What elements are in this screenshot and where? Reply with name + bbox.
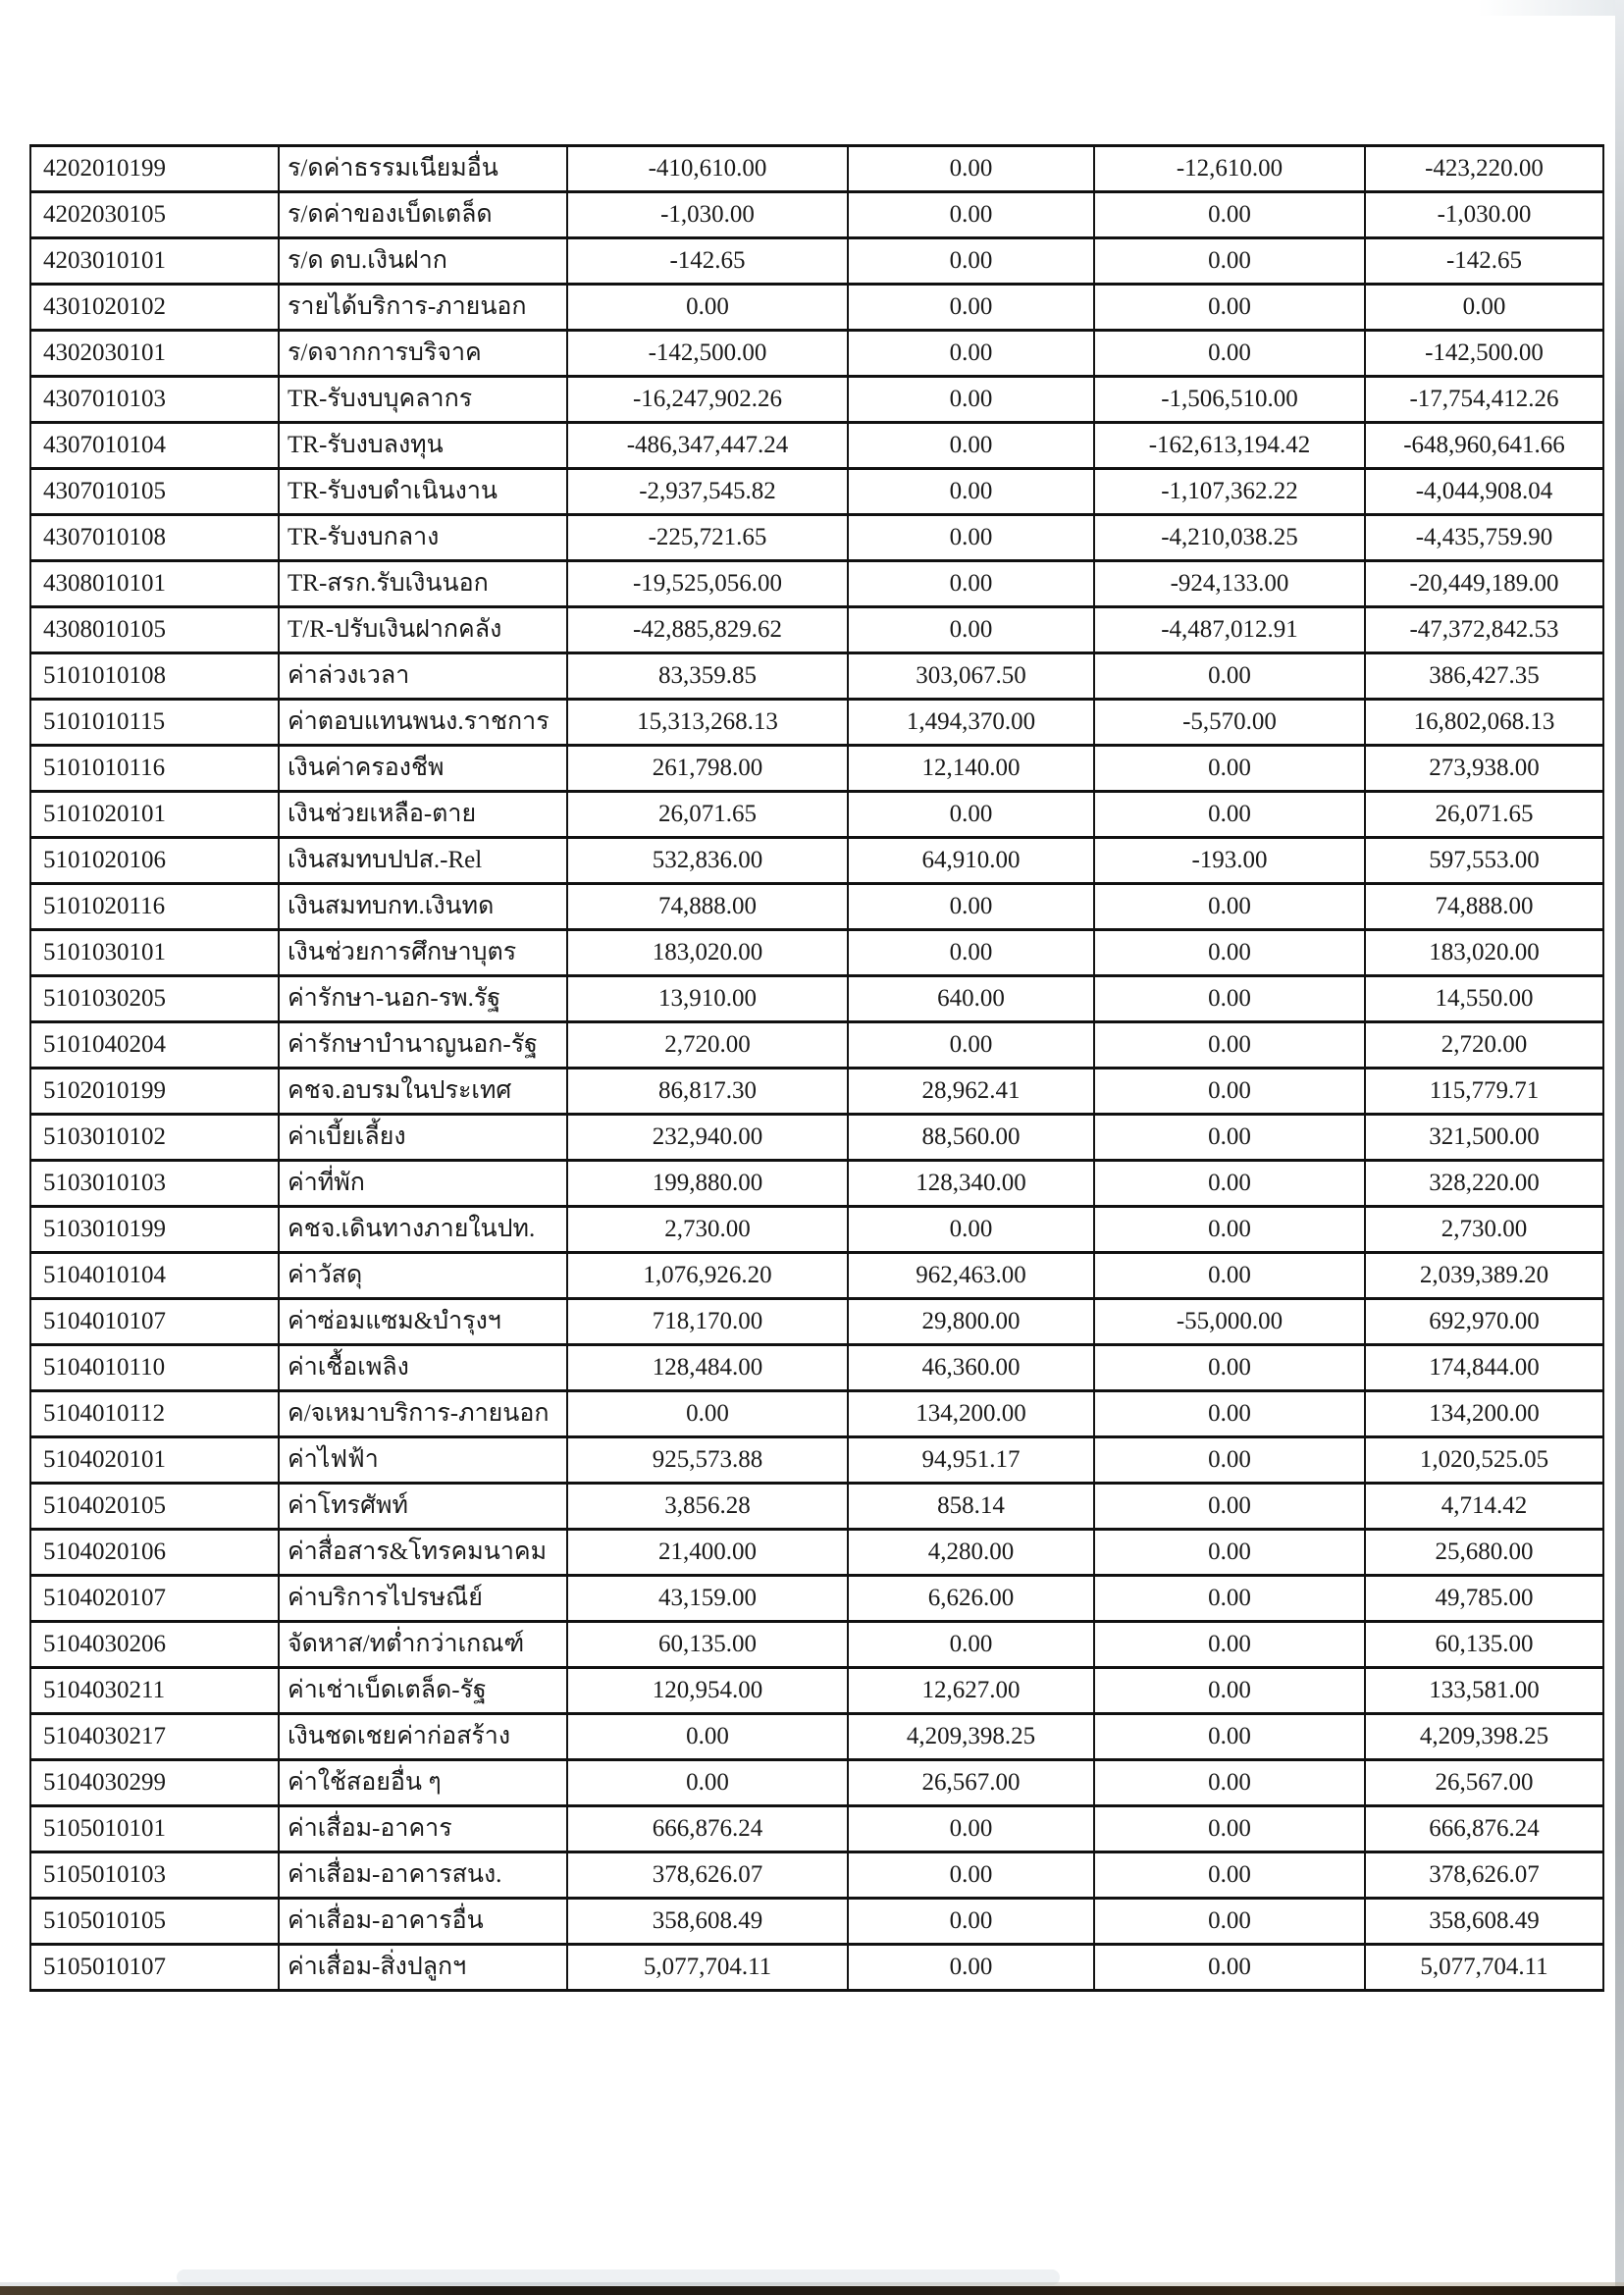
table-row <box>30 1806 1603 1852</box>
amount-total: 134,200.00 <box>1365 1391 1603 1437</box>
amount-col-2: 4,209,398.25 <box>848 1714 1094 1760</box>
account-code: 5104020106 <box>30 1530 279 1576</box>
amount-col-2: 0.00 <box>848 930 1094 976</box>
amount-col-2: 0.00 <box>848 884 1094 930</box>
amount-total: 2,720.00 <box>1365 1022 1603 1069</box>
amount-col-1: 199,880.00 <box>567 1161 848 1207</box>
amount-col-1: 13,910.00 <box>567 976 848 1022</box>
amount-col-2: 0.00 <box>848 423 1094 469</box>
amount-col-3: -162,613,194.42 <box>1094 423 1365 469</box>
amount-total: 321,500.00 <box>1365 1115 1603 1161</box>
account-code: 5104030217 <box>30 1714 279 1760</box>
account-name: ค่าเสื่อม-อาคารอื่น <box>279 1899 567 1945</box>
account-code: 5104030206 <box>30 1622 279 1668</box>
amount-col-2: 134,200.00 <box>848 1391 1094 1437</box>
amount-col-2: 128,340.00 <box>848 1161 1094 1207</box>
account-name: เงินชดเชยค่าก่อสร้าง <box>279 1714 567 1760</box>
scan-artifact-bottom-edge <box>0 2286 1624 2295</box>
amount-col-2: 0.00 <box>848 146 1094 192</box>
amount-col-3: 0.00 <box>1094 1391 1365 1437</box>
account-code: 5101010116 <box>30 746 279 792</box>
account-name: เงินสมทบกท.เงินทด <box>279 884 567 930</box>
account-name: เงินช่วยเหลือ-ตาย <box>279 792 567 838</box>
table-row <box>30 469 1603 515</box>
amount-col-3: 0.00 <box>1094 1760 1365 1806</box>
account-name: ค/จเหมาบริการ-ภายนอก <box>279 1391 567 1437</box>
amount-col-1: 83,359.85 <box>567 653 848 700</box>
account-name: คชจ.อบรมในประเทศ <box>279 1069 567 1115</box>
table-row <box>30 146 1603 192</box>
account-code: 5101020101 <box>30 792 279 838</box>
table-row <box>30 1484 1603 1530</box>
table-row <box>30 1852 1603 1899</box>
amount-total: 25,680.00 <box>1365 1530 1603 1576</box>
amount-col-2: 640.00 <box>848 976 1094 1022</box>
table-row <box>30 1069 1603 1115</box>
amount-total: 74,888.00 <box>1365 884 1603 930</box>
account-name: ค่ารักษา-นอก-รพ.รัฐ <box>279 976 567 1022</box>
amount-col-3: 0.00 <box>1094 1345 1365 1391</box>
account-name: ค่าเบี้ยเลี้ยง <box>279 1115 567 1161</box>
amount-col-2: 29,800.00 <box>848 1299 1094 1345</box>
amount-col-2: 94,951.17 <box>848 1437 1094 1484</box>
amount-total: -423,220.00 <box>1365 146 1603 192</box>
amount-total: 1,020,525.05 <box>1365 1437 1603 1484</box>
amount-col-3: 0.00 <box>1094 1714 1365 1760</box>
amount-col-1: 74,888.00 <box>567 884 848 930</box>
account-code: 5104010112 <box>30 1391 279 1437</box>
amount-col-1: -19,525,056.00 <box>567 561 848 607</box>
account-code: 4308010105 <box>30 607 279 653</box>
account-code: 5104030211 <box>30 1668 279 1714</box>
amount-col-1: -2,937,545.82 <box>567 469 848 515</box>
amount-col-2: 0.00 <box>848 192 1094 238</box>
account-code: 4307010105 <box>30 469 279 515</box>
amount-col-2: 0.00 <box>848 1899 1094 1945</box>
account-name: เงินสมทบปปส.-Rel <box>279 838 567 884</box>
amount-col-3: 0.00 <box>1094 1806 1365 1852</box>
amount-col-2: 0.00 <box>848 1207 1094 1253</box>
amount-col-2: 0.00 <box>848 1022 1094 1069</box>
scan-artifact-right-edge <box>1615 0 1624 2295</box>
amount-col-1: 261,798.00 <box>567 746 848 792</box>
amount-total: 4,714.42 <box>1365 1484 1603 1530</box>
amount-col-3: 0.00 <box>1094 746 1365 792</box>
amount-col-3: 0.00 <box>1094 1899 1365 1945</box>
account-table-body <box>30 146 1603 1991</box>
amount-col-1: 666,876.24 <box>567 1806 848 1852</box>
amount-col-3: -193.00 <box>1094 838 1365 884</box>
table-row <box>30 1437 1603 1484</box>
account-ledger-table <box>29 144 1604 1992</box>
account-name: ค่ารักษาบำนาญนอก-รัฐ <box>279 1022 567 1069</box>
amount-col-2: 0.00 <box>848 238 1094 285</box>
account-code: 4202010199 <box>30 146 279 192</box>
amount-total: -648,960,641.66 <box>1365 423 1603 469</box>
amount-col-3: 0.00 <box>1094 930 1365 976</box>
table-row <box>30 1760 1603 1806</box>
amount-col-1: -142,500.00 <box>567 331 848 377</box>
account-name: รายได้บริการ-ภายนอก <box>279 285 567 331</box>
amount-col-1: -42,885,829.62 <box>567 607 848 653</box>
account-code: 5104010110 <box>30 1345 279 1391</box>
table-row <box>30 746 1603 792</box>
amount-col-1: -16,247,902.26 <box>567 377 848 423</box>
amount-total: 183,020.00 <box>1365 930 1603 976</box>
account-name: ค่าไฟฟ้า <box>279 1437 567 1484</box>
amount-col-1: 21,400.00 <box>567 1530 848 1576</box>
table-row <box>30 700 1603 746</box>
table-row <box>30 838 1603 884</box>
amount-col-3: -4,487,012.91 <box>1094 607 1365 653</box>
amount-col-1: 60,135.00 <box>567 1622 848 1668</box>
amount-col-1: 378,626.07 <box>567 1852 848 1899</box>
amount-col-1: 2,720.00 <box>567 1022 848 1069</box>
amount-col-3: -12,610.00 <box>1094 146 1365 192</box>
amount-col-2: 46,360.00 <box>848 1345 1094 1391</box>
account-code: 4302030101 <box>30 331 279 377</box>
amount-col-3: -1,506,510.00 <box>1094 377 1365 423</box>
amount-total: 26,567.00 <box>1365 1760 1603 1806</box>
table-row <box>30 653 1603 700</box>
amount-total: 4,209,398.25 <box>1365 1714 1603 1760</box>
amount-col-3: 0.00 <box>1094 1115 1365 1161</box>
account-code: 4202030105 <box>30 192 279 238</box>
amount-col-3: 0.00 <box>1094 1622 1365 1668</box>
account-code: 5101030101 <box>30 930 279 976</box>
account-name: T/R-ปรับเงินฝากคลัง <box>279 607 567 653</box>
table-row <box>30 1345 1603 1391</box>
amount-col-3: -924,133.00 <box>1094 561 1365 607</box>
table-row <box>30 1945 1603 1991</box>
amount-col-3: 0.00 <box>1094 1530 1365 1576</box>
table-row <box>30 1391 1603 1437</box>
amount-total: -4,044,908.04 <box>1365 469 1603 515</box>
amount-col-3: 0.00 <box>1094 884 1365 930</box>
amount-total: -47,372,842.53 <box>1365 607 1603 653</box>
account-name: ค่าสื่อสาร&โทรคมนาคม <box>279 1530 567 1576</box>
account-name: คชจ.เดินทางภายในปท. <box>279 1207 567 1253</box>
amount-total: 49,785.00 <box>1365 1576 1603 1622</box>
account-code: 4307010104 <box>30 423 279 469</box>
table-row <box>30 192 1603 238</box>
account-name: ร/ด ดบ.เงินฝาก <box>279 238 567 285</box>
amount-col-3: 0.00 <box>1094 1069 1365 1115</box>
amount-col-2: 858.14 <box>848 1484 1094 1530</box>
table-row <box>30 1161 1603 1207</box>
account-name: เงินช่วยการศึกษาบุตร <box>279 930 567 976</box>
account-name: TR-รับงบลงทุน <box>279 423 567 469</box>
account-name: ค่าซ่อมแซม&บำรุงฯ <box>279 1299 567 1345</box>
table-row <box>30 1299 1603 1345</box>
amount-col-2: 0.00 <box>848 561 1094 607</box>
amount-col-2: 0.00 <box>848 1945 1094 1991</box>
amount-col-1: 26,071.65 <box>567 792 848 838</box>
amount-total: -142.65 <box>1365 238 1603 285</box>
table-row <box>30 1022 1603 1069</box>
amount-total: -142,500.00 <box>1365 331 1603 377</box>
amount-col-3: 0.00 <box>1094 792 1365 838</box>
amount-total: 2,039,389.20 <box>1365 1253 1603 1299</box>
amount-col-1: -225,721.65 <box>567 515 848 561</box>
account-code: 5104010107 <box>30 1299 279 1345</box>
amount-total: 133,581.00 <box>1365 1668 1603 1714</box>
amount-col-1: 532,836.00 <box>567 838 848 884</box>
amount-col-3: 0.00 <box>1094 1668 1365 1714</box>
amount-col-2: 0.00 <box>848 285 1094 331</box>
account-code: 5105010107 <box>30 1945 279 1991</box>
amount-col-2: 88,560.00 <box>848 1115 1094 1161</box>
table-row <box>30 1714 1603 1760</box>
amount-col-1: 0.00 <box>567 1760 848 1806</box>
account-code: 5101020106 <box>30 838 279 884</box>
table-row <box>30 607 1603 653</box>
amount-col-3: 0.00 <box>1094 1945 1365 1991</box>
table-row <box>30 238 1603 285</box>
amount-col-2: 0.00 <box>848 331 1094 377</box>
account-code: 4308010101 <box>30 561 279 607</box>
account-code: 5105010101 <box>30 1806 279 1852</box>
table-row <box>30 561 1603 607</box>
amount-col-1: 718,170.00 <box>567 1299 848 1345</box>
amount-col-1: -486,347,447.24 <box>567 423 848 469</box>
account-code: 5104020107 <box>30 1576 279 1622</box>
amount-col-2: 0.00 <box>848 469 1094 515</box>
amount-col-2: 28,962.41 <box>848 1069 1094 1115</box>
amount-total: 328,220.00 <box>1365 1161 1603 1207</box>
amount-col-2: 303,067.50 <box>848 653 1094 700</box>
amount-col-3: 0.00 <box>1094 1253 1365 1299</box>
table-row <box>30 1576 1603 1622</box>
account-code: 5105010103 <box>30 1852 279 1899</box>
amount-col-3: 0.00 <box>1094 1207 1365 1253</box>
amount-col-2: 26,567.00 <box>848 1760 1094 1806</box>
account-code: 5101040204 <box>30 1022 279 1069</box>
account-name: ร/ดจากการบริจาค <box>279 331 567 377</box>
amount-col-1: 1,076,926.20 <box>567 1253 848 1299</box>
account-name: ค่าเสื่อม-สิ่งปลูกฯ <box>279 1945 567 1991</box>
amount-col-2: 0.00 <box>848 1622 1094 1668</box>
table-row <box>30 285 1603 331</box>
account-name: เงินค่าครองชีพ <box>279 746 567 792</box>
account-code: 5101010115 <box>30 700 279 746</box>
amount-col-1: -1,030.00 <box>567 192 848 238</box>
amount-col-2: 1,494,370.00 <box>848 700 1094 746</box>
amount-col-1: -142.65 <box>567 238 848 285</box>
account-code: 5105010105 <box>30 1899 279 1945</box>
account-code: 4307010103 <box>30 377 279 423</box>
account-name: TR-รับงบกลาง <box>279 515 567 561</box>
amount-col-3: 0.00 <box>1094 192 1365 238</box>
table-row <box>30 1622 1603 1668</box>
amount-total: 378,626.07 <box>1365 1852 1603 1899</box>
table-row <box>30 1207 1603 1253</box>
amount-col-1: 0.00 <box>567 1714 848 1760</box>
table-row <box>30 976 1603 1022</box>
amount-total: 5,077,704.11 <box>1365 1945 1603 1991</box>
account-name: ค่าบริการไปรษณีย์ <box>279 1576 567 1622</box>
amount-col-1: -410,610.00 <box>567 146 848 192</box>
amount-col-2: 0.00 <box>848 1806 1094 1852</box>
amount-col-2: 0.00 <box>848 377 1094 423</box>
amount-total: 273,938.00 <box>1365 746 1603 792</box>
amount-col-1: 925,573.88 <box>567 1437 848 1484</box>
amount-col-3: -5,570.00 <box>1094 700 1365 746</box>
amount-col-2: 0.00 <box>848 515 1094 561</box>
amount-col-1: 0.00 <box>567 285 848 331</box>
amount-col-2: 64,910.00 <box>848 838 1094 884</box>
table-row <box>30 792 1603 838</box>
amount-col-2: 6,626.00 <box>848 1576 1094 1622</box>
amount-col-3: 0.00 <box>1094 1022 1365 1069</box>
amount-total: 174,844.00 <box>1365 1345 1603 1391</box>
amount-total: -17,754,412.26 <box>1365 377 1603 423</box>
amount-col-1: 0.00 <box>567 1391 848 1437</box>
amount-col-1: 358,608.49 <box>567 1899 848 1945</box>
account-code: 5102010199 <box>30 1069 279 1115</box>
table-row <box>30 1115 1603 1161</box>
amount-total: 666,876.24 <box>1365 1806 1603 1852</box>
account-code: 5101020116 <box>30 884 279 930</box>
account-name: ค่าเสื่อม-อาคารสนง. <box>279 1852 567 1899</box>
amount-col-3: -55,000.00 <box>1094 1299 1365 1345</box>
table-row <box>30 1253 1603 1299</box>
account-name: TR-รับงบดำเนินงาน <box>279 469 567 515</box>
amount-col-2: 12,627.00 <box>848 1668 1094 1714</box>
amount-col-1: 43,159.00 <box>567 1576 848 1622</box>
amount-total: 26,071.65 <box>1365 792 1603 838</box>
amount-col-3: 0.00 <box>1094 238 1365 285</box>
account-name: ค่าโทรศัพท์ <box>279 1484 567 1530</box>
amount-col-1: 128,484.00 <box>567 1345 848 1391</box>
account-name: TR-รับงบบุคลากร <box>279 377 567 423</box>
account-name: ค่าเชื้อเพลิง <box>279 1345 567 1391</box>
account-code: 4203010101 <box>30 238 279 285</box>
account-name: TR-สรก.รับเงินนอก <box>279 561 567 607</box>
amount-col-3: 0.00 <box>1094 976 1365 1022</box>
amount-total: 597,553.00 <box>1365 838 1603 884</box>
account-code: 5101030205 <box>30 976 279 1022</box>
amount-total: 115,779.71 <box>1365 1069 1603 1115</box>
table-row <box>30 331 1603 377</box>
account-name: ค่าที่พัก <box>279 1161 567 1207</box>
amount-total: 60,135.00 <box>1365 1622 1603 1668</box>
amount-col-3: 0.00 <box>1094 1484 1365 1530</box>
amount-col-3: -4,210,038.25 <box>1094 515 1365 561</box>
amount-col-2: 962,463.00 <box>848 1253 1094 1299</box>
amount-col-3: 0.00 <box>1094 331 1365 377</box>
amount-col-1: 3,856.28 <box>567 1484 848 1530</box>
table-row <box>30 930 1603 976</box>
account-code: 5103010102 <box>30 1115 279 1161</box>
amount-col-2: 0.00 <box>848 607 1094 653</box>
amount-col-3: 0.00 <box>1094 1161 1365 1207</box>
account-name: ค่าล่วงเวลา <box>279 653 567 700</box>
amount-col-1: 2,730.00 <box>567 1207 848 1253</box>
account-name: ค่าเช่าเบ็ดเตล็ด-รัฐ <box>279 1668 567 1714</box>
amount-col-2: 12,140.00 <box>848 746 1094 792</box>
amount-col-3: 0.00 <box>1094 1437 1365 1484</box>
amount-total: 692,970.00 <box>1365 1299 1603 1345</box>
amount-total: 2,730.00 <box>1365 1207 1603 1253</box>
account-name: ร/ดค่าของเบ็ดเตล็ด <box>279 192 567 238</box>
amount-total: -20,449,189.00 <box>1365 561 1603 607</box>
account-code: 5103010199 <box>30 1207 279 1253</box>
amount-total: 386,427.35 <box>1365 653 1603 700</box>
amount-col-1: 15,313,268.13 <box>567 700 848 746</box>
amount-col-1: 86,817.30 <box>567 1069 848 1115</box>
account-code: 4301020102 <box>30 285 279 331</box>
table-row <box>30 515 1603 561</box>
amount-col-1: 232,940.00 <box>567 1115 848 1161</box>
amount-col-3: 0.00 <box>1094 285 1365 331</box>
table-row <box>30 377 1603 423</box>
amount-col-3: 0.00 <box>1094 1852 1365 1899</box>
amount-total: 16,802,068.13 <box>1365 700 1603 746</box>
amount-col-1: 120,954.00 <box>567 1668 848 1714</box>
amount-total: 14,550.00 <box>1365 976 1603 1022</box>
amount-col-3: 0.00 <box>1094 1576 1365 1622</box>
account-code: 5104010104 <box>30 1253 279 1299</box>
amount-total: -1,030.00 <box>1365 192 1603 238</box>
table-row <box>30 1899 1603 1945</box>
account-name: ค่าใช้สอยอื่น ๆ <box>279 1760 567 1806</box>
table-row <box>30 1530 1603 1576</box>
account-name: ค่าวัสดุ <box>279 1253 567 1299</box>
amount-total: 358,608.49 <box>1365 1899 1603 1945</box>
account-name: ค่าตอบแทนพนง.ราชการ <box>279 700 567 746</box>
account-code: 4307010108 <box>30 515 279 561</box>
amount-col-3: -1,107,362.22 <box>1094 469 1365 515</box>
account-code: 5104020101 <box>30 1437 279 1484</box>
table-row <box>30 1668 1603 1714</box>
amount-col-1: 5,077,704.11 <box>567 1945 848 1991</box>
table-row <box>30 884 1603 930</box>
account-name: จัดหาส/ทต่ำกว่าเกณฑ์ <box>279 1622 567 1668</box>
account-name: ร/ดค่าธรรมเนียมอื่น <box>279 146 567 192</box>
account-code: 5101010108 <box>30 653 279 700</box>
amount-col-2: 0.00 <box>848 792 1094 838</box>
amount-total: 0.00 <box>1365 285 1603 331</box>
amount-total: -4,435,759.90 <box>1365 515 1603 561</box>
account-name: ค่าเสื่อม-อาคาร <box>279 1806 567 1852</box>
amount-col-1: 183,020.00 <box>567 930 848 976</box>
account-code: 5104020105 <box>30 1484 279 1530</box>
account-code: 5104030299 <box>30 1760 279 1806</box>
table-row <box>30 423 1603 469</box>
amount-col-2: 0.00 <box>848 1852 1094 1899</box>
amount-col-3: 0.00 <box>1094 653 1365 700</box>
account-code: 5103010103 <box>30 1161 279 1207</box>
scan-artifact-top-right-corner <box>1478 0 1615 16</box>
amount-col-2: 4,280.00 <box>848 1530 1094 1576</box>
